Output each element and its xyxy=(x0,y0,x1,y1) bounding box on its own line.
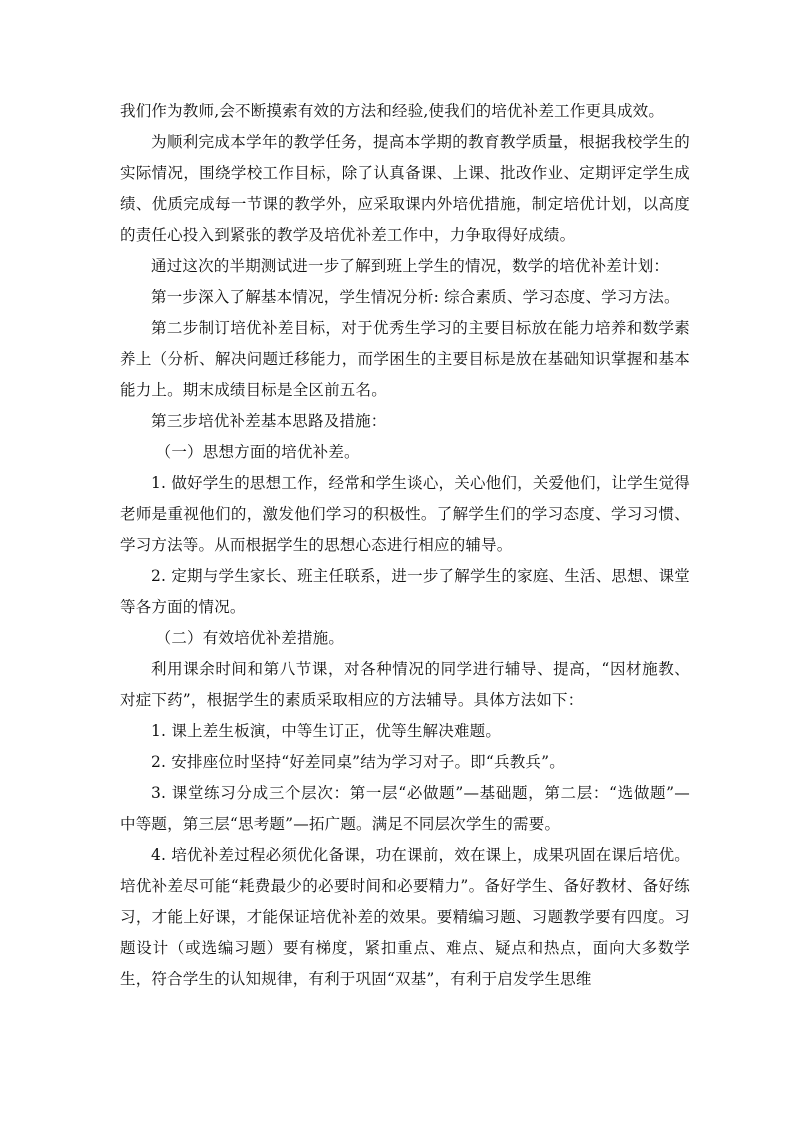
list-item-method-1: 1. 课上差生板演，中等生订正，优等生解决难题。 xyxy=(151,722,502,740)
list-item-method-2: 2. 安排座位时坚持“好差同桌”结为学习对子。即“兵教兵”。 xyxy=(151,753,565,771)
paragraph-goal: 为顺利完成本学年的教学任务，提高本学期的教育教学质量，根据我校学生的实际情况，围绕学校工作目标，除了认真备课、上课、批改作业、定期评定学生成绩、优质完成每一节课的教学外，应采取课内外培优措施，制定培优计划，以高度的责任心投入到紧张的教学及培优补差工作中，力争取得好成绩。 xyxy=(120,133,690,244)
paragraph-intro: 我们作为教师,会不断摸索有效的方法和经验,使我们的培优补差工作更具成效。 xyxy=(120,102,665,120)
list-item-thought-2: 2. 定期与学生家长、班主任联系，进一步了解学生的家庭、生活、思想、课堂等各方面的情况。 xyxy=(120,567,690,616)
paragraph-methods: 利用课余时间和第八节课，对各种情况的同学进行辅导、提高，“因材施教、对症下药”，根据学生的素质采取相应的方法辅导。具体方法如下： xyxy=(120,660,690,709)
paragraph-midterm: 通过这次的半期测试进一步了解到班上学生的情况，数学的培优补差计划： xyxy=(151,257,670,275)
paragraph-step-two: 第二步制订培优补差目标，对于优秀生学习的主要目标放在能力培养和数学素养上（分析、解决问题迁移能力，而学困生的主要目标是放在基础知识掌握和基本能力上。期末成绩目标是全区前五名。 xyxy=(120,319,690,399)
list-item-method-3: 3. 课堂练习分成三个层次：第一层“必做题”—基础题，第二层：“选做题”—中等题，第三层“思考题”—拓广题。满足不同层次学生的需要。 xyxy=(120,784,690,833)
section-heading-measures: （二）有效培优补差措施。 xyxy=(155,629,345,647)
paragraph-step-three: 第三步培优补差基本思路及措施： xyxy=(151,412,387,430)
list-item-thought-1: 1. 做好学生的思想工作，经常和学生谈心，关心他们，关爱他们，让学生觉得老师是重视他们的，激发他们学习的积极性。了解学生们的学习态度、学习习惯、学习方法等。从而根据学生的思想心态进行相应的辅导。 xyxy=(120,474,690,554)
paragraph-step-one: 第一步深入了解基本情况，学生情况分析: 综合素质、学习态度、学习方法。 xyxy=(151,288,680,306)
document-body xyxy=(120,96,690,995)
list-item-method-4: 4. 培优补差过程必须优化备课，功在课前，效在课上，成果巩固在课后培优。培优补差尽可能“耗费最少的必要时间和必要精力”。备好学生、备好教材、备好练习，才能上好课，才能保证培优补差的效果。要精编习题、习题教学要有四度。习题设计（或选编习题）要有梯度，紧扣重点、难点、疑点和热点，面向大多数学生，符合学生的认知规律，有利于巩固“双基”，有利于启发学生思维 xyxy=(120,846,690,988)
section-heading-thought: （一）思想方面的培优补差。 xyxy=(155,443,360,461)
